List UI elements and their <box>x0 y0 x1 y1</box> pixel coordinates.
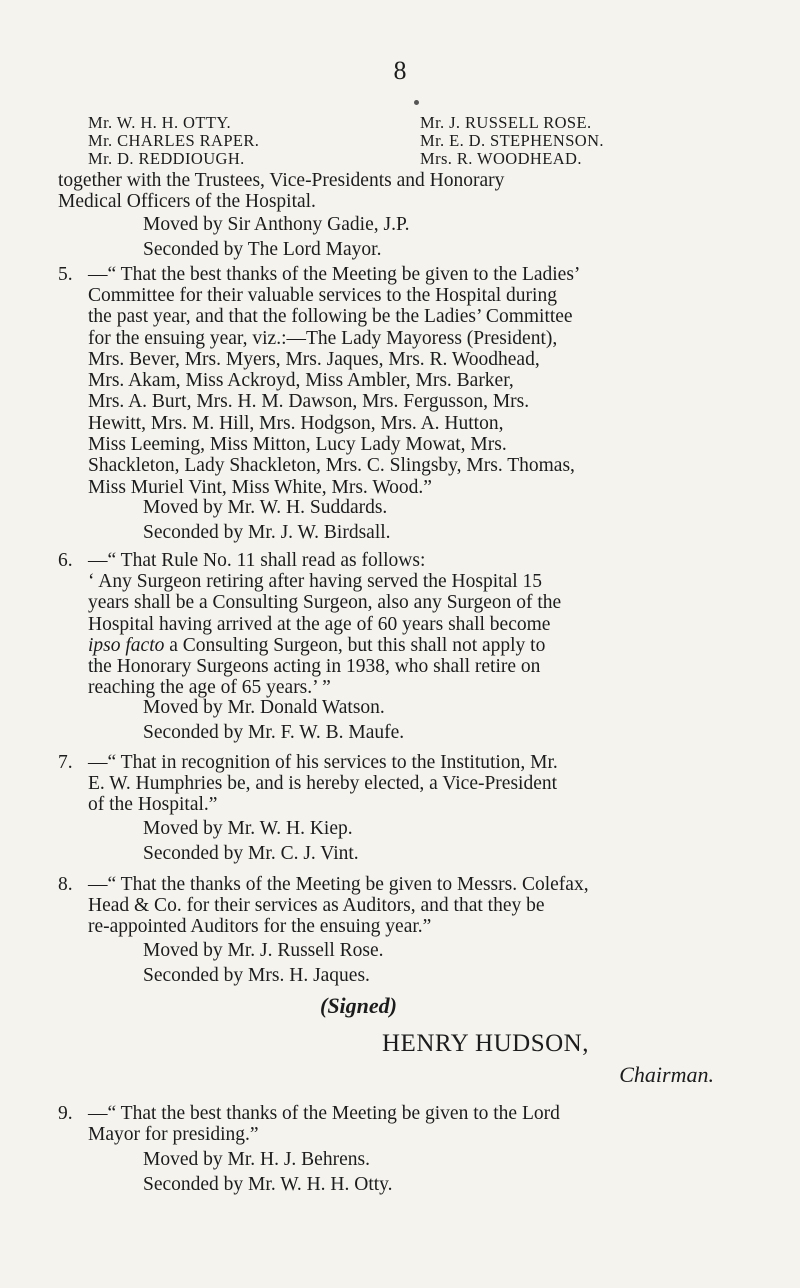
page-number: 8 <box>393 56 407 85</box>
resolution-line: —“ That in recognition of his services to the Institution, Mr. <box>88 752 558 773</box>
resolution-line: Committee for their valuable services to the Hospital during <box>88 285 557 306</box>
resolution-line: for the ensuing year, viz.:—The Lady Mayoress (President), <box>88 327 558 349</box>
resolution-line: E. W. Humphries be, and is hereby elected, a Vice-President <box>88 773 558 794</box>
attendee-name: Mr. E. D. STEPHENSON. <box>420 131 604 150</box>
intro-line: Medical Officers of the Hospital. <box>58 191 316 213</box>
resolution-line: —“ That the best thanks of the Meeting be given to the Ladies’ <box>88 264 581 285</box>
signed-label: (Signed) <box>320 993 397 1018</box>
resolution-number: 8. <box>58 874 73 895</box>
resolution-line: years shall be a Consulting Surgeon, also any Surgeon of the <box>88 592 562 614</box>
seconded-by: Seconded by Mr. F. W. B. Maufe. <box>143 722 405 743</box>
resolution-5-body <box>88 285 716 498</box>
moved-by: Moved by Mr. W. H. Suddards. <box>143 497 388 518</box>
attendee-name: Mr. J. RUSSELL ROSE. <box>420 113 592 132</box>
attendee-name: Mr. CHARLES RAPER. <box>88 131 260 150</box>
seconded-by: Seconded by Mr. C. J. Vint. <box>143 843 359 864</box>
resolution-line: Mrs. Akam, Miss Ackroyd, Miss Ambler, Mrs. Barker, <box>88 370 514 392</box>
attendee-name: Mr. W. H. H. OTTY. <box>88 113 232 132</box>
resolution-5 <box>58 264 716 285</box>
resolution-6-body <box>88 571 716 699</box>
resolution-8 <box>58 874 716 895</box>
resolution-line: Shackleton, Lady Shackleton, Mrs. C. Slingsby, Mrs. Thomas, <box>88 455 575 477</box>
resolution-line: Mayor for presiding.” <box>88 1124 259 1145</box>
resolution-9-body <box>88 1124 716 1145</box>
resolution-line: of the Hospital.” <box>88 794 218 816</box>
resolution-line: —“ That the best thanks of the Meeting be given to the Lord <box>88 1103 560 1124</box>
resolution-line: the past year, and that the following be the Ladies’ Committee <box>88 306 573 328</box>
resolution-6 <box>58 550 716 571</box>
moved-by: Moved by Mr. H. J. Behrens. <box>143 1149 370 1170</box>
resolution-number: 7. <box>58 752 73 773</box>
resolution-line: Mrs. Bever, Mrs. Myers, Mrs. Jaques, Mrs. R. Woodhead, <box>88 348 540 370</box>
seconded-by: Seconded by Mrs. H. Jaques. <box>143 965 370 986</box>
resolution-line: Head & Co. for their services as Auditors, and that they be <box>88 895 545 916</box>
resolution-line: Mrs. A. Burt, Mrs. H. M. Dawson, Mrs. Fergusson, Mrs. <box>88 391 530 413</box>
resolution-line: ipso facto a Consulting Surgeon, but this shall not apply to <box>88 634 546 656</box>
seconded-by: Seconded by Mr. J. W. Birdsall. <box>143 522 391 543</box>
resolution-line: —“ That the thanks of the Meeting be given to Messrs. Colefax, <box>88 874 589 895</box>
seconded-by: Seconded by Mr. W. H. H. Otty. <box>143 1174 393 1195</box>
attendee-name: Mr. D. REDDIOUGH. <box>88 149 245 168</box>
latin-phrase: ipso facto <box>88 634 165 656</box>
resolution-7 <box>58 752 716 773</box>
signatory-name: HENRY HUDSON, <box>382 1030 589 1057</box>
resolution-number: 9. <box>58 1103 73 1124</box>
resolution-line: the Honorary Surgeons acting in 1938, who shall retire on <box>88 656 541 678</box>
moved-by: Moved by Sir Anthony Gadie, J.P. <box>143 214 410 235</box>
resolution-line: —“ That Rule No. 11 shall read as follows: <box>88 550 426 571</box>
resolution-line: Hewitt, Mrs. M. Hill, Mrs. Hodgson, Mrs. A. Hutton, <box>88 412 504 434</box>
intro-paragraph <box>58 170 716 213</box>
resolution-line: Miss Muriel Vint, Miss White, Mrs. Wood.” <box>88 476 432 498</box>
moved-by: Moved by Mr. W. H. Kiep. <box>143 818 353 839</box>
signatory-title: Chairman. <box>619 1062 714 1087</box>
resolution-line: re-appointed Auditors for the ensuing year.” <box>88 916 432 938</box>
intro-line: together with the Trustees, Vice-Presidents and Honorary <box>58 170 505 191</box>
attendee-column-left <box>88 114 259 168</box>
resolution-line: ‘ Any Surgeon retiring after having served the Hospital 15 <box>88 571 542 592</box>
resolution-line: Hospital having arrived at the age of 60 years shall become <box>88 613 551 635</box>
attendee-column-right <box>420 114 604 168</box>
resolution-number: 5. <box>58 264 73 285</box>
moved-by: Moved by Mr. Donald Watson. <box>143 697 385 718</box>
resolution-8-body <box>88 895 716 938</box>
attendee-name: Mrs. R. WOODHEAD. <box>420 149 582 168</box>
resolution-line: Miss Leeming, Miss Mitton, Lucy Lady Mowat, Mrs. <box>88 434 507 456</box>
resolution-7-body <box>88 773 716 816</box>
resolution-number: 6. <box>58 550 73 571</box>
resolution-9 <box>58 1103 716 1124</box>
resolution-line: reaching the age of 65 years.’ ” <box>88 677 331 699</box>
moved-by: Moved by Mr. J. Russell Rose. <box>143 940 384 961</box>
print-speck <box>414 100 419 105</box>
seconded-by: Seconded by The Lord Mayor. <box>143 239 382 260</box>
